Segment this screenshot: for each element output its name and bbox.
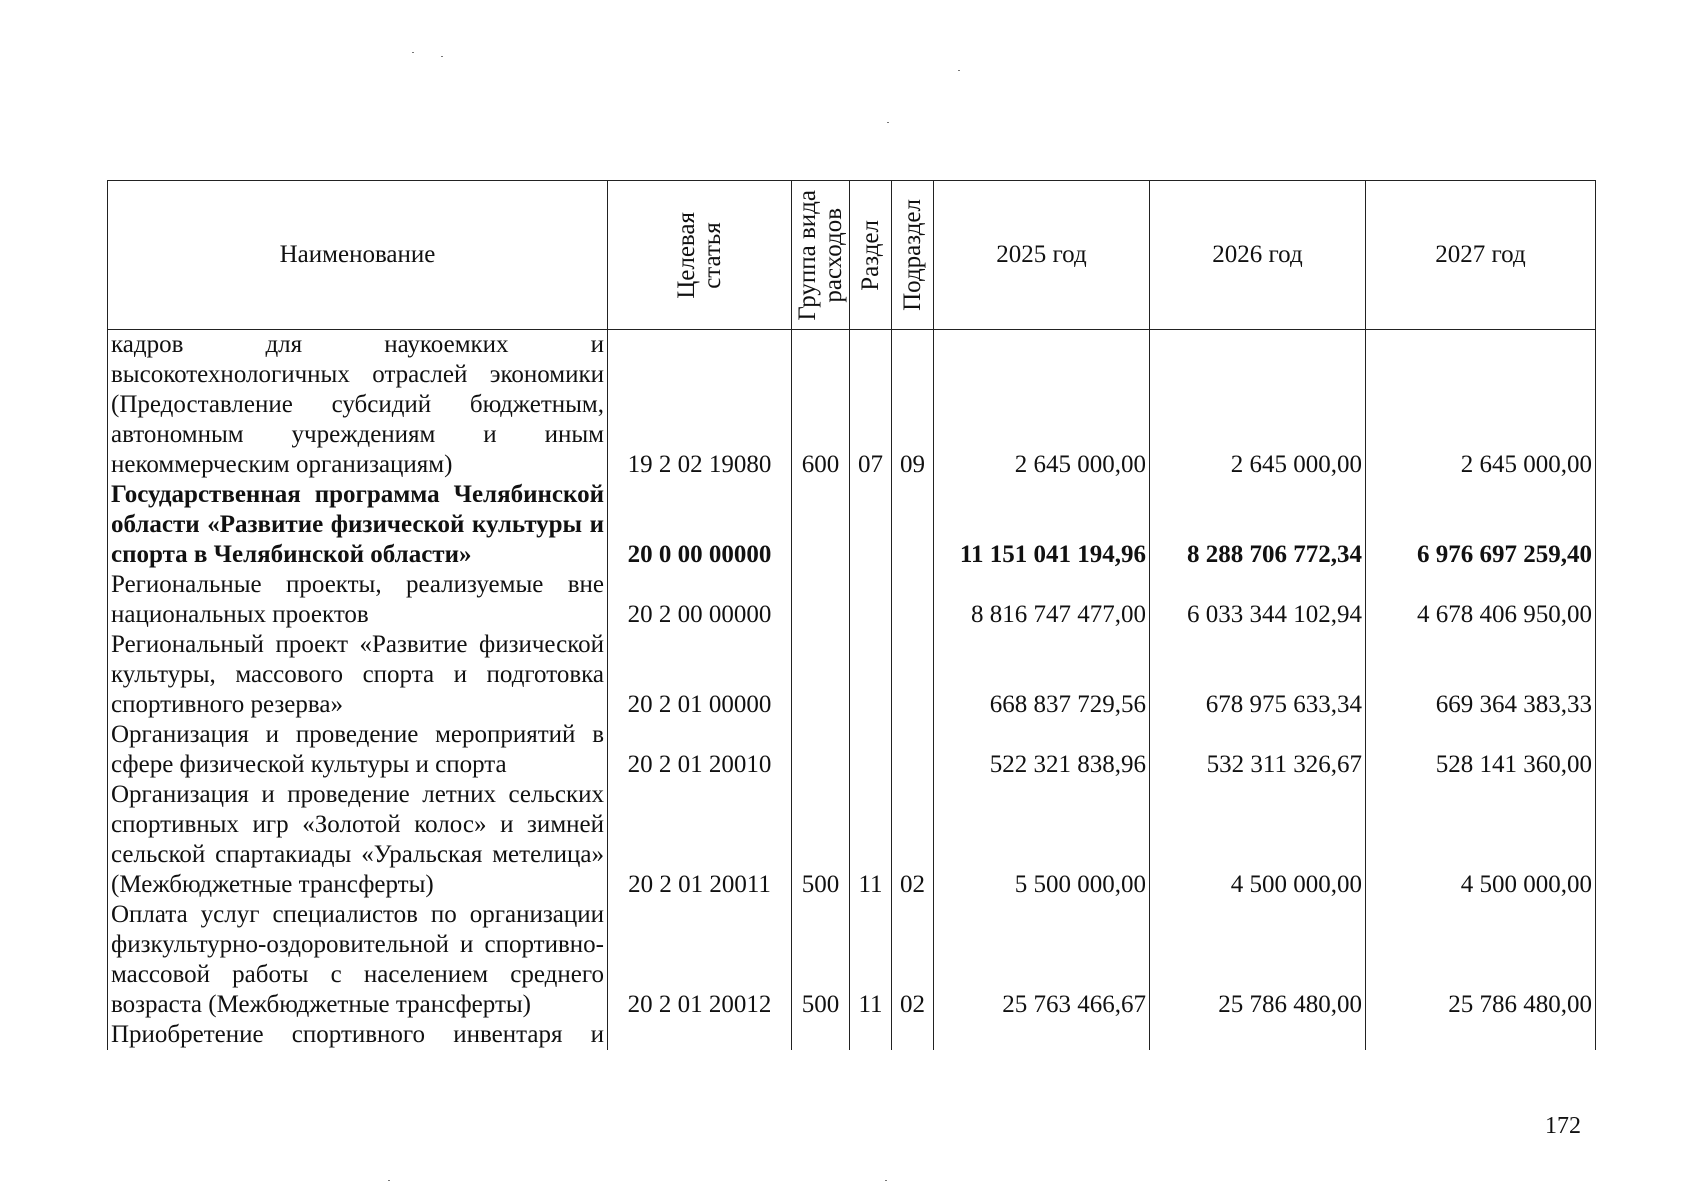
row-expense-group: 600	[792, 330, 850, 481]
row-target-article: 20 2 01 20012	[608, 900, 792, 1020]
row-name: Оплата услуг специалистов по организации физкультурно-оздоровительной и спортивно-массовой работы с населением среднего возраста (Межбюджетные трансферты)	[108, 900, 608, 1020]
scan-speck	[412, 52, 414, 53]
row-expense-group: 500	[792, 780, 850, 900]
row-name: Приобретение спортивного инвентаря и	[108, 1020, 608, 1050]
row-2027: 25 786 480,00	[1366, 900, 1596, 1020]
row-target-article: 20 2 01 20011	[608, 780, 792, 900]
scan-speck	[885, 1180, 887, 1181]
row-2025	[934, 1020, 1150, 1050]
row-2026: 532 311 326,67	[1150, 720, 1366, 780]
table-row	[108, 330, 1596, 481]
row-2027: 4 678 406 950,00	[1366, 570, 1596, 630]
row-name: кадров для наукоемких и высокотехнологичных отраслей экономики (Предоставление субсидий бюджетным, автономным учреждениям и иным некоммерческим организациям)	[108, 330, 608, 481]
row-2025: 668 837 729,56	[934, 630, 1150, 720]
header-target-article	[608, 181, 792, 330]
row-2027: 669 364 383,33	[1366, 630, 1596, 720]
table-row-continued	[108, 1020, 1596, 1050]
row-expense-group	[792, 720, 850, 780]
row-target-article	[608, 1020, 792, 1050]
row-2026: 6 033 344 102,94	[1150, 570, 1366, 630]
row-section	[850, 630, 892, 720]
row-target-article: 19 2 02 19080	[608, 330, 792, 481]
row-subsection: 02	[892, 900, 934, 1020]
table-row	[108, 780, 1596, 900]
row-2027: 528 141 360,00	[1366, 720, 1596, 780]
row-2027: 2 645 000,00	[1366, 330, 1596, 481]
scan-speck	[441, 56, 443, 57]
row-2025: 522 321 838,96	[934, 720, 1150, 780]
row-2025: 2 645 000,00	[934, 330, 1150, 481]
row-2025: 8 816 747 477,00	[934, 570, 1150, 630]
row-subsection	[892, 630, 934, 720]
row-expense-group	[792, 1020, 850, 1050]
row-2027: 6 976 697 259,40	[1366, 480, 1596, 570]
row-section	[850, 720, 892, 780]
table-row	[108, 720, 1596, 780]
row-2026: 678 975 633,34	[1150, 630, 1366, 720]
row-2026: 2 645 000,00	[1150, 330, 1366, 481]
page-number: 172	[1545, 1113, 1581, 1139]
header-name: Наименование	[108, 181, 608, 330]
row-expense-group: 500	[792, 900, 850, 1020]
row-subsection: 02	[892, 780, 934, 900]
row-2025: 11 151 041 194,96	[934, 480, 1150, 570]
header-subsection	[892, 181, 934, 330]
row-section: 07	[850, 330, 892, 481]
row-expense-group	[792, 480, 850, 570]
row-target-article: 20 2 01 20010	[608, 720, 792, 780]
row-section	[850, 570, 892, 630]
row-2026: 8 288 706 772,34	[1150, 480, 1366, 570]
row-2026: 4 500 000,00	[1150, 780, 1366, 900]
header-target-article-text: Целевая статья	[672, 211, 726, 299]
table-row	[108, 570, 1596, 630]
row-subsection	[892, 480, 934, 570]
row-2027: 4 500 000,00	[1366, 780, 1596, 900]
row-name: Региональные проекты, реализуемые вне национальных проектов	[108, 570, 608, 630]
row-name: Государственная программа Челябинской области «Развитие физической культуры и спорта в Челябинской области»	[108, 480, 608, 570]
row-2027	[1366, 1020, 1596, 1050]
table-row	[108, 480, 1596, 570]
row-subsection	[892, 1020, 934, 1050]
row-subsection	[892, 720, 934, 780]
row-expense-group	[792, 630, 850, 720]
header-expense-group	[792, 181, 850, 330]
header-2027: 2027 год	[1366, 181, 1596, 330]
row-name: Организация и проведение мероприятий в сфере физической культуры и спорта	[108, 720, 608, 780]
row-target-article: 20 2 00 00000	[608, 570, 792, 630]
row-section	[850, 1020, 892, 1050]
header-2025: 2025 год	[934, 181, 1150, 330]
table-row	[108, 630, 1596, 720]
row-expense-group	[792, 570, 850, 630]
scan-speck	[958, 70, 960, 71]
row-name: Региональный проект «Развитие физической культуры, массового спорта и подготовка спортивного резерва»	[108, 630, 608, 720]
budget-table	[107, 180, 1596, 1050]
header-2026: 2026 год	[1150, 181, 1366, 330]
row-subsection: 09	[892, 330, 934, 481]
row-name: Организация и проведение летних сельских спортивных игр «Золотой колос» и зимней сельской спартакиады «Уральская метелица» (Межбюджетные трансферты)	[108, 780, 608, 900]
row-section: 11	[850, 780, 892, 900]
scan-speck	[887, 122, 889, 123]
row-section	[850, 480, 892, 570]
header-section-text: Раздел	[856, 219, 884, 291]
row-target-article: 20 0 00 00000	[608, 480, 792, 570]
scan-speck	[388, 1180, 390, 1181]
header-subsection-text: Подраздел	[898, 199, 926, 311]
row-2025: 5 500 000,00	[934, 780, 1150, 900]
header-row	[108, 181, 1596, 330]
row-subsection	[892, 570, 934, 630]
table-row	[108, 900, 1596, 1020]
header-section	[850, 181, 892, 330]
row-2026	[1150, 1020, 1366, 1050]
row-target-article: 20 2 01 00000	[608, 630, 792, 720]
row-2026: 25 786 480,00	[1150, 900, 1366, 1020]
row-section: 11	[850, 900, 892, 1020]
row-2025: 25 763 466,67	[934, 900, 1150, 1020]
header-expense-group-text: Группа вида расходов	[793, 189, 847, 321]
